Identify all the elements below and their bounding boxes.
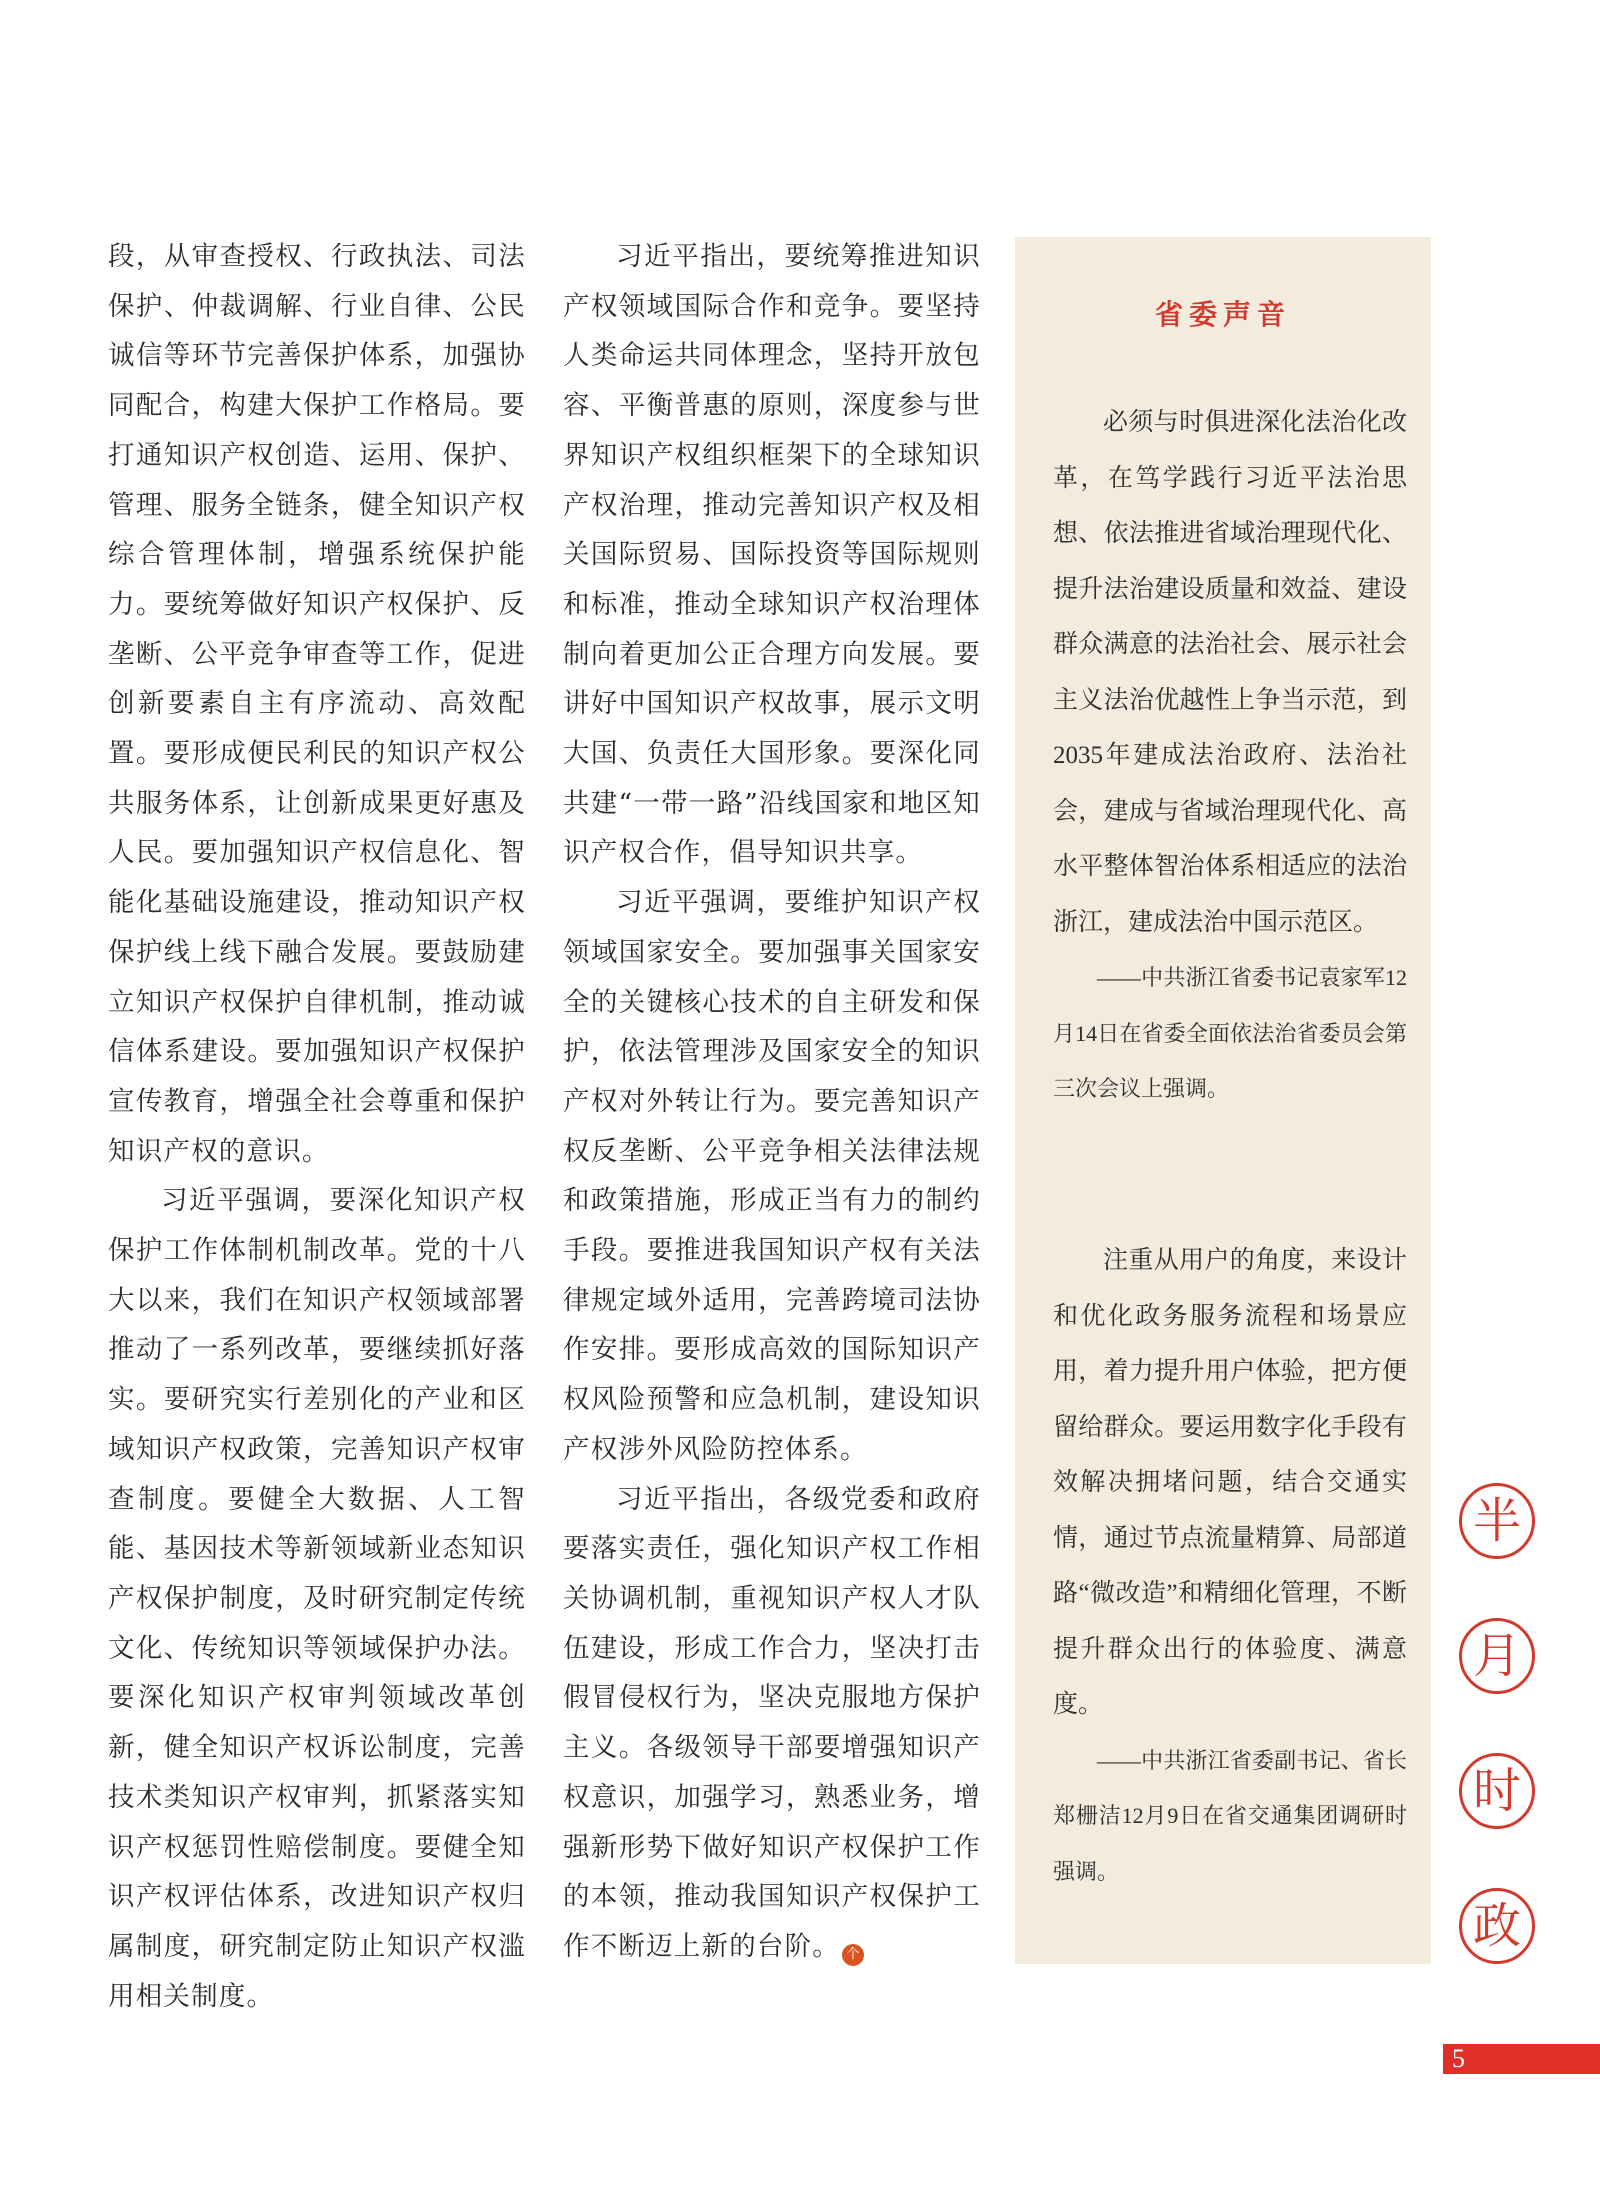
page-number: 5 xyxy=(1452,2044,1465,2073)
article-paragraph-last xyxy=(563,1475,981,1972)
article-paragraph: 习近平指出，要统筹推进知识产权领域国际合作和竞争。要坚持人类命运共同体理念，坚持开放包容、平衡普惠的原则，深度参与世界知识产权组织框架下的全球知识产权治理，推动完善知识产权及相关国际贸易、国际投资等国际规则和标准，推动全球知识产权治理体制向着更加公正合理方向发展。要讲好中国知识产权故事，展示文明大国、负责任大国形象。要深化同共建“一带一路”沿线国家和地区知识产权合作，倡导知识共享。 xyxy=(563,241,981,869)
sidebar-box xyxy=(1015,237,1431,1964)
section-label-char: 政 xyxy=(1459,1888,1535,1964)
quote-source: ——中共浙江省委副书记、省长郑栅洁12月9日在省交通集团调研时强调。 xyxy=(1053,1747,1407,1884)
quote-text: 必须与时俱进深化法治化改革，在笃学践行习近平法治思想、依法推进省域治理现代化、提升法治建设质量和效益、建设群众满意的法治社会、展示社会主义法治优越性上争当示范，到2035年建成法治政府、法治社会，建成与省域治理现代化、高水平整体智治体系相适应的法治浙江，建成法治中国示范区。 xyxy=(1053,409,1407,936)
quote-source: ——中共浙江省委书记袁家军12月14日在省委全面依法治省委员会第三次会议上强调。 xyxy=(1053,965,1407,1101)
section-label xyxy=(1459,1483,1539,2023)
quote-text: 注重从用户的角度，来设计和优化政务服务流程和场景应用，着力提升用户体验，把方便留给群众。要运用数字化手段有效解决拥堵问题，结合交通实情，通过节点流量精算、局部道路“微改造”和精细化管理，不断提升群众出行的体验度、满意度。 xyxy=(1053,1247,1407,1718)
end-of-article-icon: 个 xyxy=(842,1944,864,1966)
article-column-left xyxy=(108,232,526,2021)
section-label-char: 月 xyxy=(1459,1618,1535,1694)
section-label-char: 时 xyxy=(1459,1753,1535,1829)
section-label-char: 半 xyxy=(1459,1483,1535,1559)
sidebar-title: 省委声音 xyxy=(1154,298,1291,331)
sidebar-quote xyxy=(1053,1233,1407,1899)
article-column-middle xyxy=(563,232,981,1972)
article-paragraph: 段，从审查授权、行政执法、司法保护、仲裁调解、行业自律、公民诚信等环节完善保护体系，加强协同配合，构建大保护工作格局。要打通知识产权创造、运用、保护、管理、服务全链条，健全知识产权综合管理体制，增强系统保护能力。要统筹做好知识产权保护、反垄断、公平竞争审查等工作，促进创新要素自主有序流动、高效配置。要形成便民利民的知识产权公共服务体系，让创新成果更好惠及人民。要加强知识产权信息化、智能化基础设施建设，推动知识产权保护线上线下融合发展。要鼓励建立知识产权保护自律机制，推动诚信体系建设。要加强知识产权保护宣传教育，增强全社会尊重和保护知识产权的意识。 xyxy=(108,241,526,1167)
article-paragraph-text: 习近平指出，各级党委和政府要落实责任，强化知识产权工作相关协调机制，重视知识产权人才队伍建设，形成工作合力，坚决打击假冒侵权行为，坚决克服地方保护主义。各级领导干部要增强知识产权意识，加强学习，熟悉业务，增强新形势下做好知识产权保护工作的本领，推动我国知识产权保护工作不断迈上新的台阶。 xyxy=(563,1483,981,1962)
page-number-bar xyxy=(1443,2044,1600,2074)
article-paragraph: 习近平强调，要深化知识产权保护工作体制机制改革。党的十八大以来，我们在知识产权领域部署推动了一系列改革，要继续抓好落实。要研究实行差别化的产业和区域知识产权政策，完善知识产权审查制度。要健全大数据、人工智能、基因技术等新领域新业态知识产权保护制度，及时研究制定传统文化、传统知识等领域保护办法。要深化知识产权审判领域改革创新，健全知识产权诉讼制度，完善技术类知识产权审判，抓紧落实知识产权惩罚性赔偿制度。要健全知识产权评估体系，改进知识产权归属制度，研究制定防止知识产权滥用相关制度。 xyxy=(108,1185,526,2012)
article-paragraph: 习近平强调，要维护知识产权领域国家安全。要加强事关国家安全的关键核心技术的自主研发和保护，依法管理涉及国家安全的知识产权对外转让行为。要完善知识产权反垄断、公平竞争相关法律法规和政策措施，形成正当有力的制约手段。要推进我国知识产权有关法律规定域外适用，完善跨境司法协作安排。要形成高效的国际知识产权风险预警和应急机制，建设知识产权涉外风险防控体系。 xyxy=(563,887,981,1465)
sidebar-quote xyxy=(1053,395,1407,1117)
